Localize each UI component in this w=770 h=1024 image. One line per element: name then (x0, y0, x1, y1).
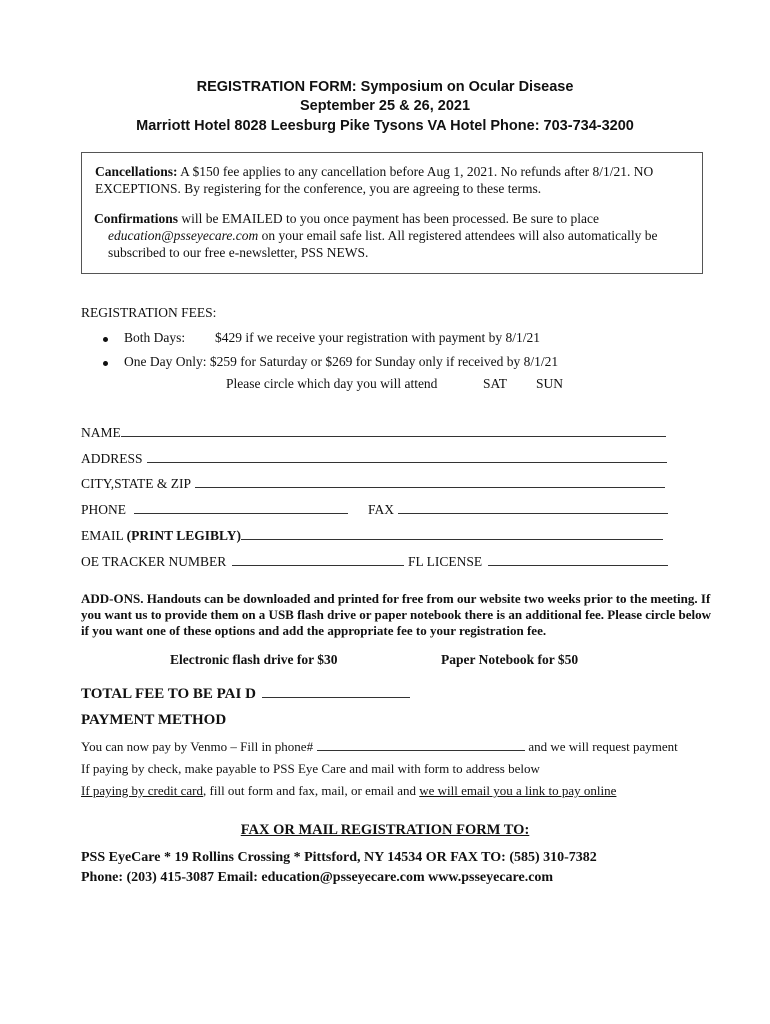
terms-box (81, 152, 703, 274)
phone-label: PHONE (81, 502, 127, 517)
form-title: REGISTRATION FORM: Symposium on Ocular Disease (196, 79, 574, 95)
oe-row (81, 553, 404, 570)
fax-field[interactable] (398, 501, 668, 514)
credit-card-text: , fill out form and fax, mail, or email and (203, 783, 420, 798)
fee-both-label: Both Days: (124, 330, 186, 345)
email-print-legibly: (PRINT LEGIBLY) (126, 528, 242, 543)
email-field[interactable] (241, 527, 663, 540)
fl-license-row (408, 553, 668, 570)
address-field[interactable] (147, 450, 667, 463)
total-fee-row (81, 685, 410, 703)
phone-row (81, 501, 348, 518)
total-fee-label: TOTAL FEE TO BE PAI D (81, 686, 256, 702)
venmo-after-text: and we will request payment (525, 739, 678, 754)
fl-license-label: FL LICENSE (408, 554, 483, 569)
confirmation-paragraph (94, 210, 694, 261)
mail-to-heading: FAX OR MAIL REGISTRATION FORM TO: (240, 822, 530, 838)
fl-license-field[interactable] (488, 553, 668, 566)
fax-label: FAX (368, 502, 395, 517)
cancellation-text: A $150 fee applies to any cancellation before Aug 1, 2021. No refunds after 8/1/21. NO EXCEPTIONS. By registering for the conference, you are agreeing to these terms. (95, 164, 654, 196)
city-state-zip-field[interactable] (195, 475, 665, 488)
contact-line: Phone: (203) 415-3087 Email: education@psseyecare.com www.psseyecare.com (81, 870, 554, 885)
fax-row (368, 501, 668, 518)
bullet-icon (103, 361, 108, 366)
venue-line: Marriott Hotel 8028 Leesburg Pike Tysons VA Hotel Phone: 703-734-3200 (136, 118, 634, 134)
venmo-text: You can now pay by Venmo – Fill in phone# (81, 739, 314, 754)
check-payment-text: If paying by check, make payable to PSS Eye Care and mail with form to address below (81, 761, 540, 776)
credit-card-link[interactable]: If paying by credit card (81, 783, 204, 798)
payment-heading: PAYMENT METHOD (81, 712, 227, 728)
cancellation-paragraph (95, 163, 695, 197)
oe-tracker-field[interactable] (232, 553, 404, 566)
email-row (81, 527, 663, 544)
name-label: NAME (81, 425, 121, 440)
confirmation-text-2: on your email safe list. All registered attendees will also automatically be subscribed to our free e-newsletter, PSS NEWS. (108, 228, 658, 260)
addon-flash-drive[interactable]: Electronic flash drive for $30 (170, 652, 338, 667)
venmo-row (81, 738, 678, 755)
oe-tracker-label: OE TRACKER NUMBER (81, 554, 227, 569)
name-row (81, 424, 666, 441)
event-dates: September 25 & 26, 2021 (299, 98, 471, 114)
fees-heading: REGISTRATION FEES: (81, 305, 217, 320)
total-fee-field[interactable] (262, 685, 410, 698)
safe-list-email: education@psseyecare.com (108, 228, 259, 243)
email-label: EMAIL (81, 528, 127, 543)
phone-field[interactable] (134, 501, 348, 514)
confirmation-label: Confirmations (94, 211, 178, 226)
cancellation-label: Cancellations: (95, 164, 178, 179)
address-row (81, 450, 667, 467)
day-option-sat[interactable]: SAT (483, 376, 508, 391)
mailing-address-line: PSS EyeCare * 19 Rollins Crossing * Pittsford, NY 14534 OR FAX TO: (585) 310-7382 (81, 850, 597, 865)
name-field[interactable] (121, 424, 666, 437)
fee-one-day-text: One Day Only: $259 for Saturday or $269 for Sunday only if received by 8/1/21 (124, 354, 559, 369)
credit-card-row (81, 783, 616, 799)
addon-paper-notebook[interactable]: Paper Notebook for $50 (441, 652, 579, 667)
address-label: ADDRESS (81, 451, 143, 466)
day-option-sun[interactable]: SUN (536, 376, 564, 391)
fee-both-text: $429 if we receive your registration with payment by 8/1/21 (215, 330, 541, 345)
bullet-icon (103, 337, 108, 342)
circle-day-text: Please circle which day you will attend (226, 376, 438, 391)
pay-online-link[interactable]: we will email you a link to pay online (419, 783, 617, 798)
confirmation-text-1: will be EMAILED to you once payment has been processed. Be sure to place (178, 211, 599, 226)
city-row (81, 475, 665, 492)
city-label: CITY,STATE & ZIP (81, 476, 192, 491)
venmo-phone-field[interactable] (317, 738, 525, 751)
addons-paragraph: ADD-ONS. Handouts can be downloaded and printed for free from our website two weeks prior to the meeting. If you want us to provide them on a USB flash drive or paper notebook there is an additional fee. Please circle below if you want one of these options and add the appropriate fee to your registration fee. (81, 591, 712, 638)
